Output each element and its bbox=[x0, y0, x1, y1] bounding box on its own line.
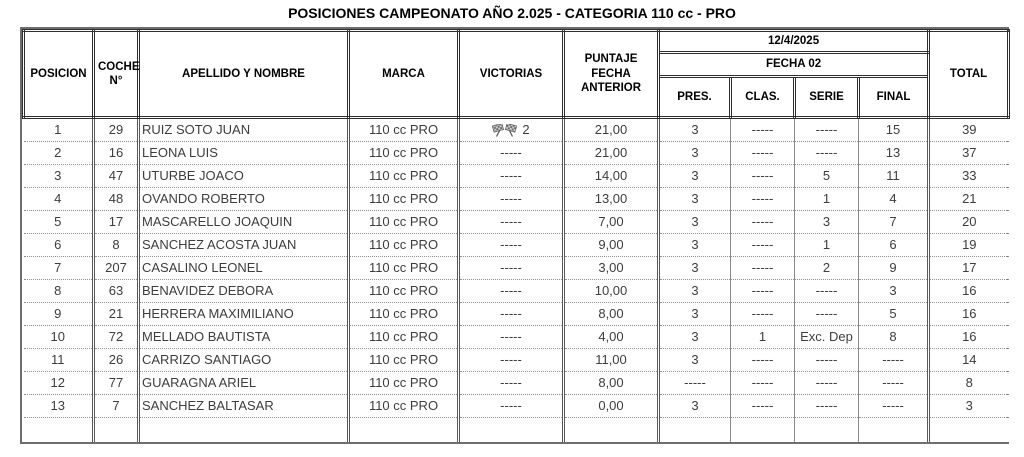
cell-puntaje-anterior: 21,00 bbox=[564, 118, 659, 142]
cell-serie: ----- bbox=[795, 349, 859, 372]
cell-victorias bbox=[459, 211, 564, 234]
cell-apellido-nombre: MELLADO BAUTISTA bbox=[139, 326, 349, 349]
cell-total: 16 bbox=[929, 280, 1009, 303]
table-row bbox=[24, 188, 1009, 211]
cell-pres: 3 bbox=[659, 303, 731, 326]
cell-apellido-nombre: BENAVIDEZ DEBORA bbox=[139, 280, 349, 303]
cell-apellido-nombre: GUARAGNA ARIEL bbox=[139, 372, 349, 395]
cell-final: 9 bbox=[859, 257, 929, 280]
victorias-value: 2 bbox=[522, 122, 530, 137]
victorias-value: ----- bbox=[500, 191, 522, 206]
cell-marca: 110 cc PRO bbox=[349, 165, 459, 188]
cell-marca: 110 cc PRO bbox=[349, 280, 459, 303]
cell-pres: 3 bbox=[659, 142, 731, 165]
cell-serie: ----- bbox=[795, 395, 859, 418]
cell-victorias bbox=[459, 303, 564, 326]
table-row bbox=[24, 303, 1009, 326]
victorias-value: ----- bbox=[500, 260, 522, 275]
col-header-total: TOTAL bbox=[929, 31, 1009, 118]
cell-posicion: 6 bbox=[24, 234, 94, 257]
cell-pres: 3 bbox=[659, 326, 731, 349]
cell-puntaje-anterior: 7,00 bbox=[564, 211, 659, 234]
cell-victorias bbox=[459, 280, 564, 303]
cell-marca: 110 cc PRO bbox=[349, 372, 459, 395]
victorias-value: ----- bbox=[500, 283, 522, 298]
cell-coche-numero: 207 bbox=[94, 257, 139, 280]
cell-clas: ----- bbox=[731, 118, 795, 142]
cell-marca: 110 cc PRO bbox=[349, 234, 459, 257]
cell-total: 8 bbox=[929, 372, 1009, 395]
cell-victorias bbox=[459, 372, 564, 395]
table-row bbox=[24, 372, 1009, 395]
cell-apellido-nombre: CASALINO LEONEL bbox=[139, 257, 349, 280]
cell-coche-numero: 48 bbox=[94, 188, 139, 211]
cell-victorias bbox=[459, 349, 564, 372]
victorias-value: ----- bbox=[500, 168, 522, 183]
victorias-value: ----- bbox=[500, 352, 522, 367]
table-row bbox=[24, 326, 1009, 349]
page-title: POSICIONES CAMPEONATO AÑO 2.025 - CATEGORIA 110 cc - PRO bbox=[288, 5, 736, 21]
cell-puntaje-anterior: 4,00 bbox=[564, 326, 659, 349]
cell-total: 16 bbox=[929, 303, 1009, 326]
cell-pres: 3 bbox=[659, 280, 731, 303]
cell-final: 4 bbox=[859, 188, 929, 211]
standings-table-frame bbox=[20, 27, 1009, 444]
cell-serie: 5 bbox=[795, 165, 859, 188]
cell-clas: ----- bbox=[731, 280, 795, 303]
cell-total: 20 bbox=[929, 211, 1009, 234]
cell-pres: 3 bbox=[659, 211, 731, 234]
table-row bbox=[24, 395, 1009, 418]
cell-puntaje-anterior: 21,00 bbox=[564, 142, 659, 165]
cell-posicion: 13 bbox=[24, 395, 94, 418]
table-row bbox=[24, 257, 1009, 280]
cell-serie: 1 bbox=[795, 188, 859, 211]
cell-posicion: 9 bbox=[24, 303, 94, 326]
cell-pres: 3 bbox=[659, 395, 731, 418]
col-header-coche-line2: N° bbox=[109, 75, 123, 87]
table-row bbox=[24, 280, 1009, 303]
fecha-label-header: FECHA 02 bbox=[659, 53, 929, 77]
cell-total: 3 bbox=[929, 395, 1009, 418]
cell-puntaje-anterior: 3,00 bbox=[564, 257, 659, 280]
cell-pres: 3 bbox=[659, 257, 731, 280]
cell-serie: 2 bbox=[795, 257, 859, 280]
cell-final: 5 bbox=[859, 303, 929, 326]
cell-clas: ----- bbox=[731, 257, 795, 280]
cell-final: 15 bbox=[859, 118, 929, 142]
table-row bbox=[24, 211, 1009, 234]
cell-posicion: 4 bbox=[24, 188, 94, 211]
cell-apellido-nombre: RUIZ SOTO JUAN bbox=[139, 118, 349, 142]
cell-pres: 3 bbox=[659, 349, 731, 372]
cell-coche-numero: 8 bbox=[94, 234, 139, 257]
cell-marca: 110 cc PRO bbox=[349, 326, 459, 349]
cell-final: ----- bbox=[859, 372, 929, 395]
cell-clas: ----- bbox=[731, 349, 795, 372]
cell-serie: ----- bbox=[795, 142, 859, 165]
cell-clas: ----- bbox=[731, 211, 795, 234]
cell-serie: ----- bbox=[795, 303, 859, 326]
cell-clas: ----- bbox=[731, 395, 795, 418]
cell-coche-numero: 26 bbox=[94, 349, 139, 372]
cell-puntaje-anterior: 0,00 bbox=[564, 395, 659, 418]
victorias-value: ----- bbox=[500, 145, 522, 160]
cell-apellido-nombre: CARRIZO SANTIAGO bbox=[139, 349, 349, 372]
cell-puntaje-anterior: 14,00 bbox=[564, 165, 659, 188]
cell-marca: 110 cc PRO bbox=[349, 211, 459, 234]
cell-victorias bbox=[459, 142, 564, 165]
cell-victorias bbox=[459, 188, 564, 211]
cell-posicion: 8 bbox=[24, 280, 94, 303]
victorias-value: ----- bbox=[500, 237, 522, 252]
cell-posicion: 10 bbox=[24, 326, 94, 349]
cell-coche-numero: 17 bbox=[94, 211, 139, 234]
cell-coche-numero: 29 bbox=[94, 118, 139, 142]
victorias-value: ----- bbox=[500, 375, 522, 390]
col-header-pres: PRES. bbox=[659, 77, 731, 118]
cell-victorias bbox=[459, 395, 564, 418]
cell-total: 16 bbox=[929, 326, 1009, 349]
col-header-puntaje: PUNTAJE FECHA ANTERIOR bbox=[564, 31, 659, 118]
cell-puntaje-anterior: 11,00 bbox=[564, 349, 659, 372]
cell-marca: 110 cc PRO bbox=[349, 118, 459, 142]
cell-victorias bbox=[459, 118, 564, 142]
col-header-victorias: VICTORIAS bbox=[459, 31, 564, 118]
cell-total: 14 bbox=[929, 349, 1009, 372]
cell-marca: 110 cc PRO bbox=[349, 395, 459, 418]
cell-final: 13 bbox=[859, 142, 929, 165]
cell-clas: ----- bbox=[731, 234, 795, 257]
cell-coche-numero: 21 bbox=[94, 303, 139, 326]
cell-coche-numero: 47 bbox=[94, 165, 139, 188]
cell-clas: ----- bbox=[731, 188, 795, 211]
cell-marca: 110 cc PRO bbox=[349, 303, 459, 326]
cell-final: 8 bbox=[859, 326, 929, 349]
cell-pres: ----- bbox=[659, 372, 731, 395]
col-header-apellido: APELLIDO Y NOMBRE bbox=[139, 31, 349, 118]
table-row bbox=[24, 165, 1009, 188]
cell-serie: 1 bbox=[795, 234, 859, 257]
table-row bbox=[24, 349, 1009, 372]
col-header-coche-line1: COCHE bbox=[98, 60, 140, 73]
cell-posicion: 2 bbox=[24, 142, 94, 165]
cell-final: 7 bbox=[859, 211, 929, 234]
cell-final: 3 bbox=[859, 280, 929, 303]
cell-serie: Exc. Dep bbox=[795, 326, 859, 349]
col-header-posicion: POSICION bbox=[24, 31, 94, 118]
col-header-coche bbox=[94, 31, 139, 118]
cell-puntaje-anterior: 8,00 bbox=[564, 303, 659, 326]
cell-marca: 110 cc PRO bbox=[349, 257, 459, 280]
cell-victorias bbox=[459, 165, 564, 188]
cell-final: ----- bbox=[859, 349, 929, 372]
table-row bbox=[24, 234, 1009, 257]
standings-body bbox=[24, 118, 1009, 418]
col-header-marca: MARCA bbox=[349, 31, 459, 118]
victorias-value: ----- bbox=[500, 398, 522, 413]
spacer-body bbox=[24, 418, 1009, 443]
cell-posicion: 7 bbox=[24, 257, 94, 280]
cell-final: 11 bbox=[859, 165, 929, 188]
cell-posicion: 5 bbox=[24, 211, 94, 234]
cell-victorias bbox=[459, 326, 564, 349]
cell-serie: ----- bbox=[795, 118, 859, 142]
cell-final: 6 bbox=[859, 234, 929, 257]
standings-table bbox=[22, 29, 1010, 442]
cell-puntaje-anterior: 9,00 bbox=[564, 234, 659, 257]
cell-marca: 110 cc PRO bbox=[349, 188, 459, 211]
victorias-value: ----- bbox=[500, 329, 522, 344]
cell-coche-numero: 72 bbox=[94, 326, 139, 349]
cell-clas: ----- bbox=[731, 142, 795, 165]
cell-clas: ----- bbox=[731, 165, 795, 188]
cell-pres: 3 bbox=[659, 118, 731, 142]
victorias-value: ----- bbox=[500, 214, 522, 229]
cell-apellido-nombre: SANCHEZ ACOSTA JUAN bbox=[139, 234, 349, 257]
cell-posicion: 12 bbox=[24, 372, 94, 395]
cell-clas: ----- bbox=[731, 303, 795, 326]
cell-total: 33 bbox=[929, 165, 1009, 188]
cell-serie: ----- bbox=[795, 280, 859, 303]
cell-total: 21 bbox=[929, 188, 1009, 211]
cell-apellido-nombre: UTURBE JOACO bbox=[139, 165, 349, 188]
table-row bbox=[24, 142, 1009, 165]
cell-coche-numero: 63 bbox=[94, 280, 139, 303]
cell-clas: 1 bbox=[731, 326, 795, 349]
cell-marca: 110 cc PRO bbox=[349, 349, 459, 372]
cell-puntaje-anterior: 13,00 bbox=[564, 188, 659, 211]
col-header-serie: SERIE bbox=[795, 77, 859, 118]
cell-coche-numero: 16 bbox=[94, 142, 139, 165]
empty-row bbox=[24, 418, 1009, 443]
cell-puntaje-anterior: 10,00 bbox=[564, 280, 659, 303]
cell-posicion: 1 bbox=[24, 118, 94, 142]
cell-total: 37 bbox=[929, 142, 1009, 165]
cell-pres: 3 bbox=[659, 234, 731, 257]
col-header-clas: CLAS. bbox=[731, 77, 795, 118]
fecha-date-header: 12/4/2025 bbox=[659, 31, 929, 53]
cell-posicion: 3 bbox=[24, 165, 94, 188]
cell-victorias bbox=[459, 257, 564, 280]
cell-victorias bbox=[459, 234, 564, 257]
cell-puntaje-anterior: 8,00 bbox=[564, 372, 659, 395]
cell-posicion: 11 bbox=[24, 349, 94, 372]
victorias-value: ----- bbox=[500, 306, 522, 321]
cell-final: ----- bbox=[859, 395, 929, 418]
cell-serie: 3 bbox=[795, 211, 859, 234]
cell-apellido-nombre: LEONA LUIS bbox=[139, 142, 349, 165]
cell-apellido-nombre: SANCHEZ BALTASAR bbox=[139, 395, 349, 418]
cell-pres: 3 bbox=[659, 165, 731, 188]
cell-coche-numero: 7 bbox=[94, 395, 139, 418]
cell-apellido-nombre: HERRERA MAXIMILIANO bbox=[139, 303, 349, 326]
checkered-flags-icon bbox=[492, 124, 517, 137]
cell-pres: 3 bbox=[659, 188, 731, 211]
cell-total: 17 bbox=[929, 257, 1009, 280]
cell-clas: ----- bbox=[731, 372, 795, 395]
cell-total: 39 bbox=[929, 118, 1009, 142]
cell-apellido-nombre: MASCARELLO JOAQUIN bbox=[139, 211, 349, 234]
cell-total: 19 bbox=[929, 234, 1009, 257]
table-header bbox=[24, 31, 1009, 118]
col-header-final: FINAL bbox=[859, 77, 929, 118]
cell-apellido-nombre: OVANDO ROBERTO bbox=[139, 188, 349, 211]
cell-coche-numero: 77 bbox=[94, 372, 139, 395]
cell-serie: ----- bbox=[795, 372, 859, 395]
cell-marca: 110 cc PRO bbox=[349, 142, 459, 165]
table-row bbox=[24, 118, 1009, 142]
